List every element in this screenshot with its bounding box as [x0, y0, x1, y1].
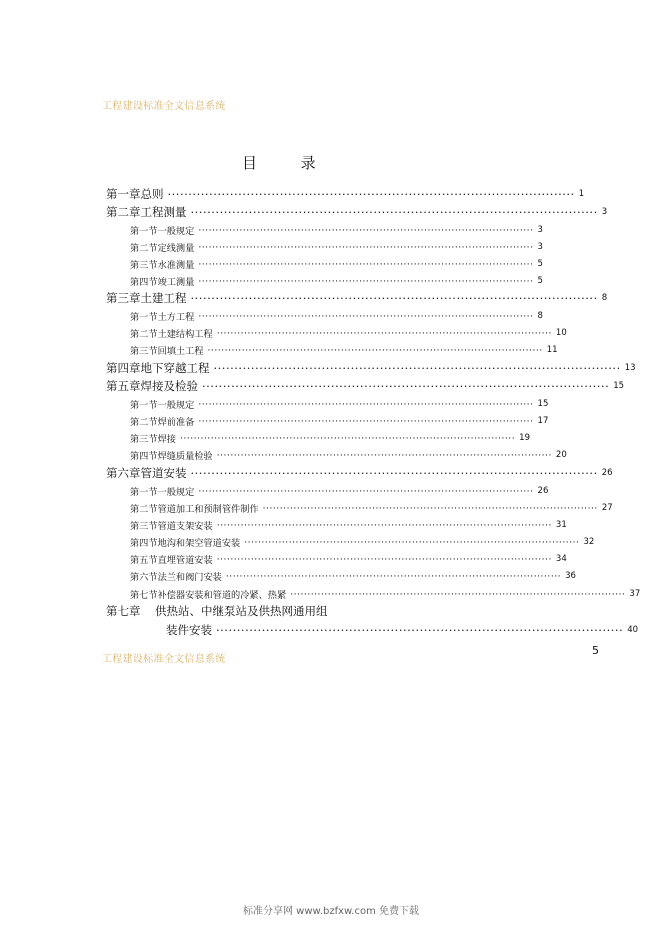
toc-leader-dots: ··································································································	[216, 623, 624, 637]
page-title	[242, 152, 316, 173]
toc-entry-title: 补偿器安装和管道的冷紧、热紧	[157, 590, 287, 601]
toc-entry-title: 一般规定	[157, 226, 195, 237]
toc-entry-number: 第四节	[130, 451, 158, 462]
toc-page-number: 34	[555, 554, 567, 564]
toc-section-entry[interactable]	[130, 239, 543, 255]
toc-leader-dots: ··································································································	[198, 258, 534, 270]
toc-page-number: 36	[565, 571, 576, 581]
toc-section-entry[interactable]	[130, 586, 641, 602]
toc-entry-number: 第一章	[106, 187, 141, 201]
toc-leader-dots: ··································································································	[244, 536, 580, 548]
toc-entry-number: 第一节	[130, 400, 158, 411]
toc-entry-title: 焊前准备	[157, 417, 195, 428]
toc-entry-title: 土建工程	[140, 291, 187, 305]
toc-page-number: 13	[624, 363, 636, 373]
toc-entry-number: 第二章	[106, 205, 141, 219]
toc-entry-title: 法兰和阀门安装	[157, 572, 222, 583]
toc-section-entry[interactable]	[130, 551, 567, 567]
toc-entry-title: 定线测量	[157, 243, 195, 254]
toc-entry-number: 第四节	[130, 277, 158, 288]
toc-entry-title: 一般规定	[157, 487, 195, 498]
toc-entry-number: 第二节	[130, 417, 158, 428]
toc-entry-number: 第七章	[106, 604, 141, 618]
toc-entry-title: 土方工程	[157, 312, 195, 323]
toc-leader-dots: ··································································································	[216, 327, 552, 339]
toc-entry-number: 第六章	[106, 466, 141, 480]
toc-section-entry[interactable]	[130, 308, 543, 324]
toc-page-number: 1	[578, 189, 585, 199]
toc-page-number: 3	[601, 207, 608, 217]
toc-entry-number: 第七节	[130, 590, 158, 601]
toc-leader-dots: ··································································································	[216, 449, 552, 461]
toc-chapter-entry[interactable]	[106, 603, 430, 619]
toc-entry-title: 直埋管道安装	[157, 555, 213, 566]
toc-entry-number: 第四章	[106, 361, 141, 375]
toc-chapter-entry[interactable]	[106, 378, 625, 394]
toc-entry-number: 第二节	[130, 329, 158, 340]
toc-page-number: 19	[519, 433, 530, 443]
toc-section-entry[interactable]	[130, 517, 567, 533]
toc-page-number: 40	[627, 625, 639, 635]
toc-entry-title: 土建结构工程	[157, 329, 213, 340]
toc-section-entry[interactable]	[130, 500, 613, 516]
toc-leader-dots: ··································································································	[213, 361, 621, 375]
toc-leader-dots: ··································································································	[216, 553, 552, 565]
toc-page-number: 20	[555, 450, 567, 460]
toc-entry-number: 第五章	[106, 379, 141, 393]
toc-entry-number: 第四节	[130, 538, 158, 549]
toc-entry-title: 管道支架安装	[157, 521, 213, 532]
toc-entry-number: 第三节	[130, 346, 158, 357]
toc-chapter-entry[interactable]	[106, 186, 585, 202]
toc-entry-title: 地沟和架空管道安装	[157, 538, 241, 549]
toc-page-number: 17	[537, 416, 549, 426]
toc-chapter-entry[interactable]	[106, 360, 636, 376]
toc-leader-dots: ··································································································	[167, 187, 575, 201]
toc-page-number: 26	[601, 468, 613, 478]
toc-chapter-entry[interactable]	[106, 290, 608, 306]
toc-entry-title: 焊接	[157, 434, 176, 445]
toc-entry-title: 管道安装	[140, 466, 187, 480]
toc-entry-title: 工程测量	[140, 205, 187, 219]
toc-leader-dots: ··································································································	[198, 241, 534, 253]
toc-entry-number: 第三章	[106, 291, 141, 305]
toc-entry-title: 竣工测量	[157, 277, 195, 288]
toc-entry-title: 一般规定	[157, 400, 195, 411]
toc-entry-number: 第三节	[130, 434, 158, 445]
toc-entry-title: 总则	[140, 187, 164, 201]
toc-entry-title: 装件安装	[166, 623, 212, 637]
toc-entry-number: 第五节	[130, 555, 158, 566]
toc-section-entry[interactable]	[130, 534, 595, 550]
toc-section-entry[interactable]	[130, 325, 567, 341]
toc-page-number: 8	[537, 311, 543, 321]
toc-leader-dots: ··································································································	[190, 205, 598, 219]
toc-leader-dots: ··································································································	[216, 519, 552, 531]
toc-section-entry[interactable]	[130, 568, 576, 584]
toc-page-number: 37	[629, 589, 641, 599]
toc-leader-dots: ··································································································	[207, 344, 543, 356]
title-char-1: 目	[242, 154, 258, 172]
toc-page-number: 8	[601, 293, 608, 303]
toc-page-number: 5	[537, 259, 543, 269]
toc-entry-title: 焊接及检验	[140, 379, 198, 393]
toc-entry-title: 回填土工程	[157, 346, 204, 357]
toc-page-number: 32	[583, 537, 595, 547]
toc-section-entry[interactable]	[130, 396, 549, 412]
toc-entry-title: 地下穿越工程	[140, 361, 210, 375]
toc-entry-number: 第一节	[130, 487, 158, 498]
toc-entry-title: 焊缝质量检验	[157, 451, 213, 462]
toc-leader-dots: ··································································································	[190, 291, 598, 305]
toc-chapter-entry[interactable]	[166, 622, 639, 638]
toc-section-entry[interactable]	[130, 222, 543, 238]
title-char-2: 录	[300, 154, 316, 172]
toc-section-entry[interactable]	[130, 483, 549, 499]
toc-page-number: 31	[555, 520, 567, 530]
toc-page-number: 15	[537, 399, 549, 409]
toc-entry-title: 水准测量	[157, 260, 195, 271]
toc-entry-number: 第三节	[130, 521, 158, 532]
toc-section-entry[interactable]	[130, 342, 558, 358]
toc-entry-number: 第一节	[130, 226, 158, 237]
document-footer-header: 工程建设标准全文信息系统	[102, 654, 226, 665]
toc-page-number: 27	[601, 503, 613, 513]
page-number: 5	[592, 644, 599, 657]
toc-leader-dots: ··································································································	[179, 432, 516, 444]
toc-section-entry[interactable]	[130, 447, 567, 463]
toc-entry-number: 第一节	[130, 312, 158, 323]
toc-page-number: 11	[546, 345, 558, 355]
toc-leader-dots: ··································································································	[198, 415, 534, 427]
toc-leader-dots: ··································································································	[225, 570, 562, 582]
toc-entry-title: 管道加工和预制管件制作	[157, 504, 259, 515]
toc-leader-dots: ··································································································	[190, 466, 598, 480]
toc-chapter-entry[interactable]	[106, 204, 608, 220]
toc-chapter-entry[interactable]	[106, 465, 613, 481]
toc-entry-number: 第六节	[130, 572, 158, 583]
toc-section-entry[interactable]	[130, 413, 549, 429]
toc-page-number: 3	[537, 225, 543, 235]
toc-entry-number: 第二节	[130, 243, 158, 254]
toc-section-entry[interactable]	[130, 256, 543, 272]
toc-leader-dots: ··································································································	[198, 485, 534, 497]
toc-leader-dots: ··································································································	[290, 588, 626, 600]
toc-leader-dots: ··································································································	[198, 398, 534, 410]
toc-leader-dots: ··································································································	[262, 502, 598, 514]
toc-page-number: 3	[537, 242, 543, 252]
toc-section-entry[interactable]	[130, 273, 543, 289]
toc-entry-title: 供热站、中继泵站及供热网通用组	[155, 604, 328, 618]
download-footer: 标准分享网 www.bzfxw.com 免费下载	[243, 906, 419, 917]
document-header: 工程建设标准全文信息系统	[102, 101, 226, 112]
toc-leader-dots: ··································································································	[198, 275, 534, 287]
toc-entry-number: 第三节	[130, 260, 158, 271]
toc-page-number: 5	[537, 276, 543, 286]
toc-entry-number: 第二节	[130, 504, 158, 515]
toc-leader-dots: ··································································································	[198, 310, 534, 322]
toc-page-number: 10	[555, 328, 567, 338]
toc-page-number: 26	[537, 486, 549, 496]
toc-section-entry[interactable]	[130, 430, 530, 446]
toc-leader-dots: ··································································································	[198, 224, 534, 236]
toc-leader-dots: ··································································································	[202, 379, 610, 393]
toc-page-number: 15	[613, 381, 625, 391]
